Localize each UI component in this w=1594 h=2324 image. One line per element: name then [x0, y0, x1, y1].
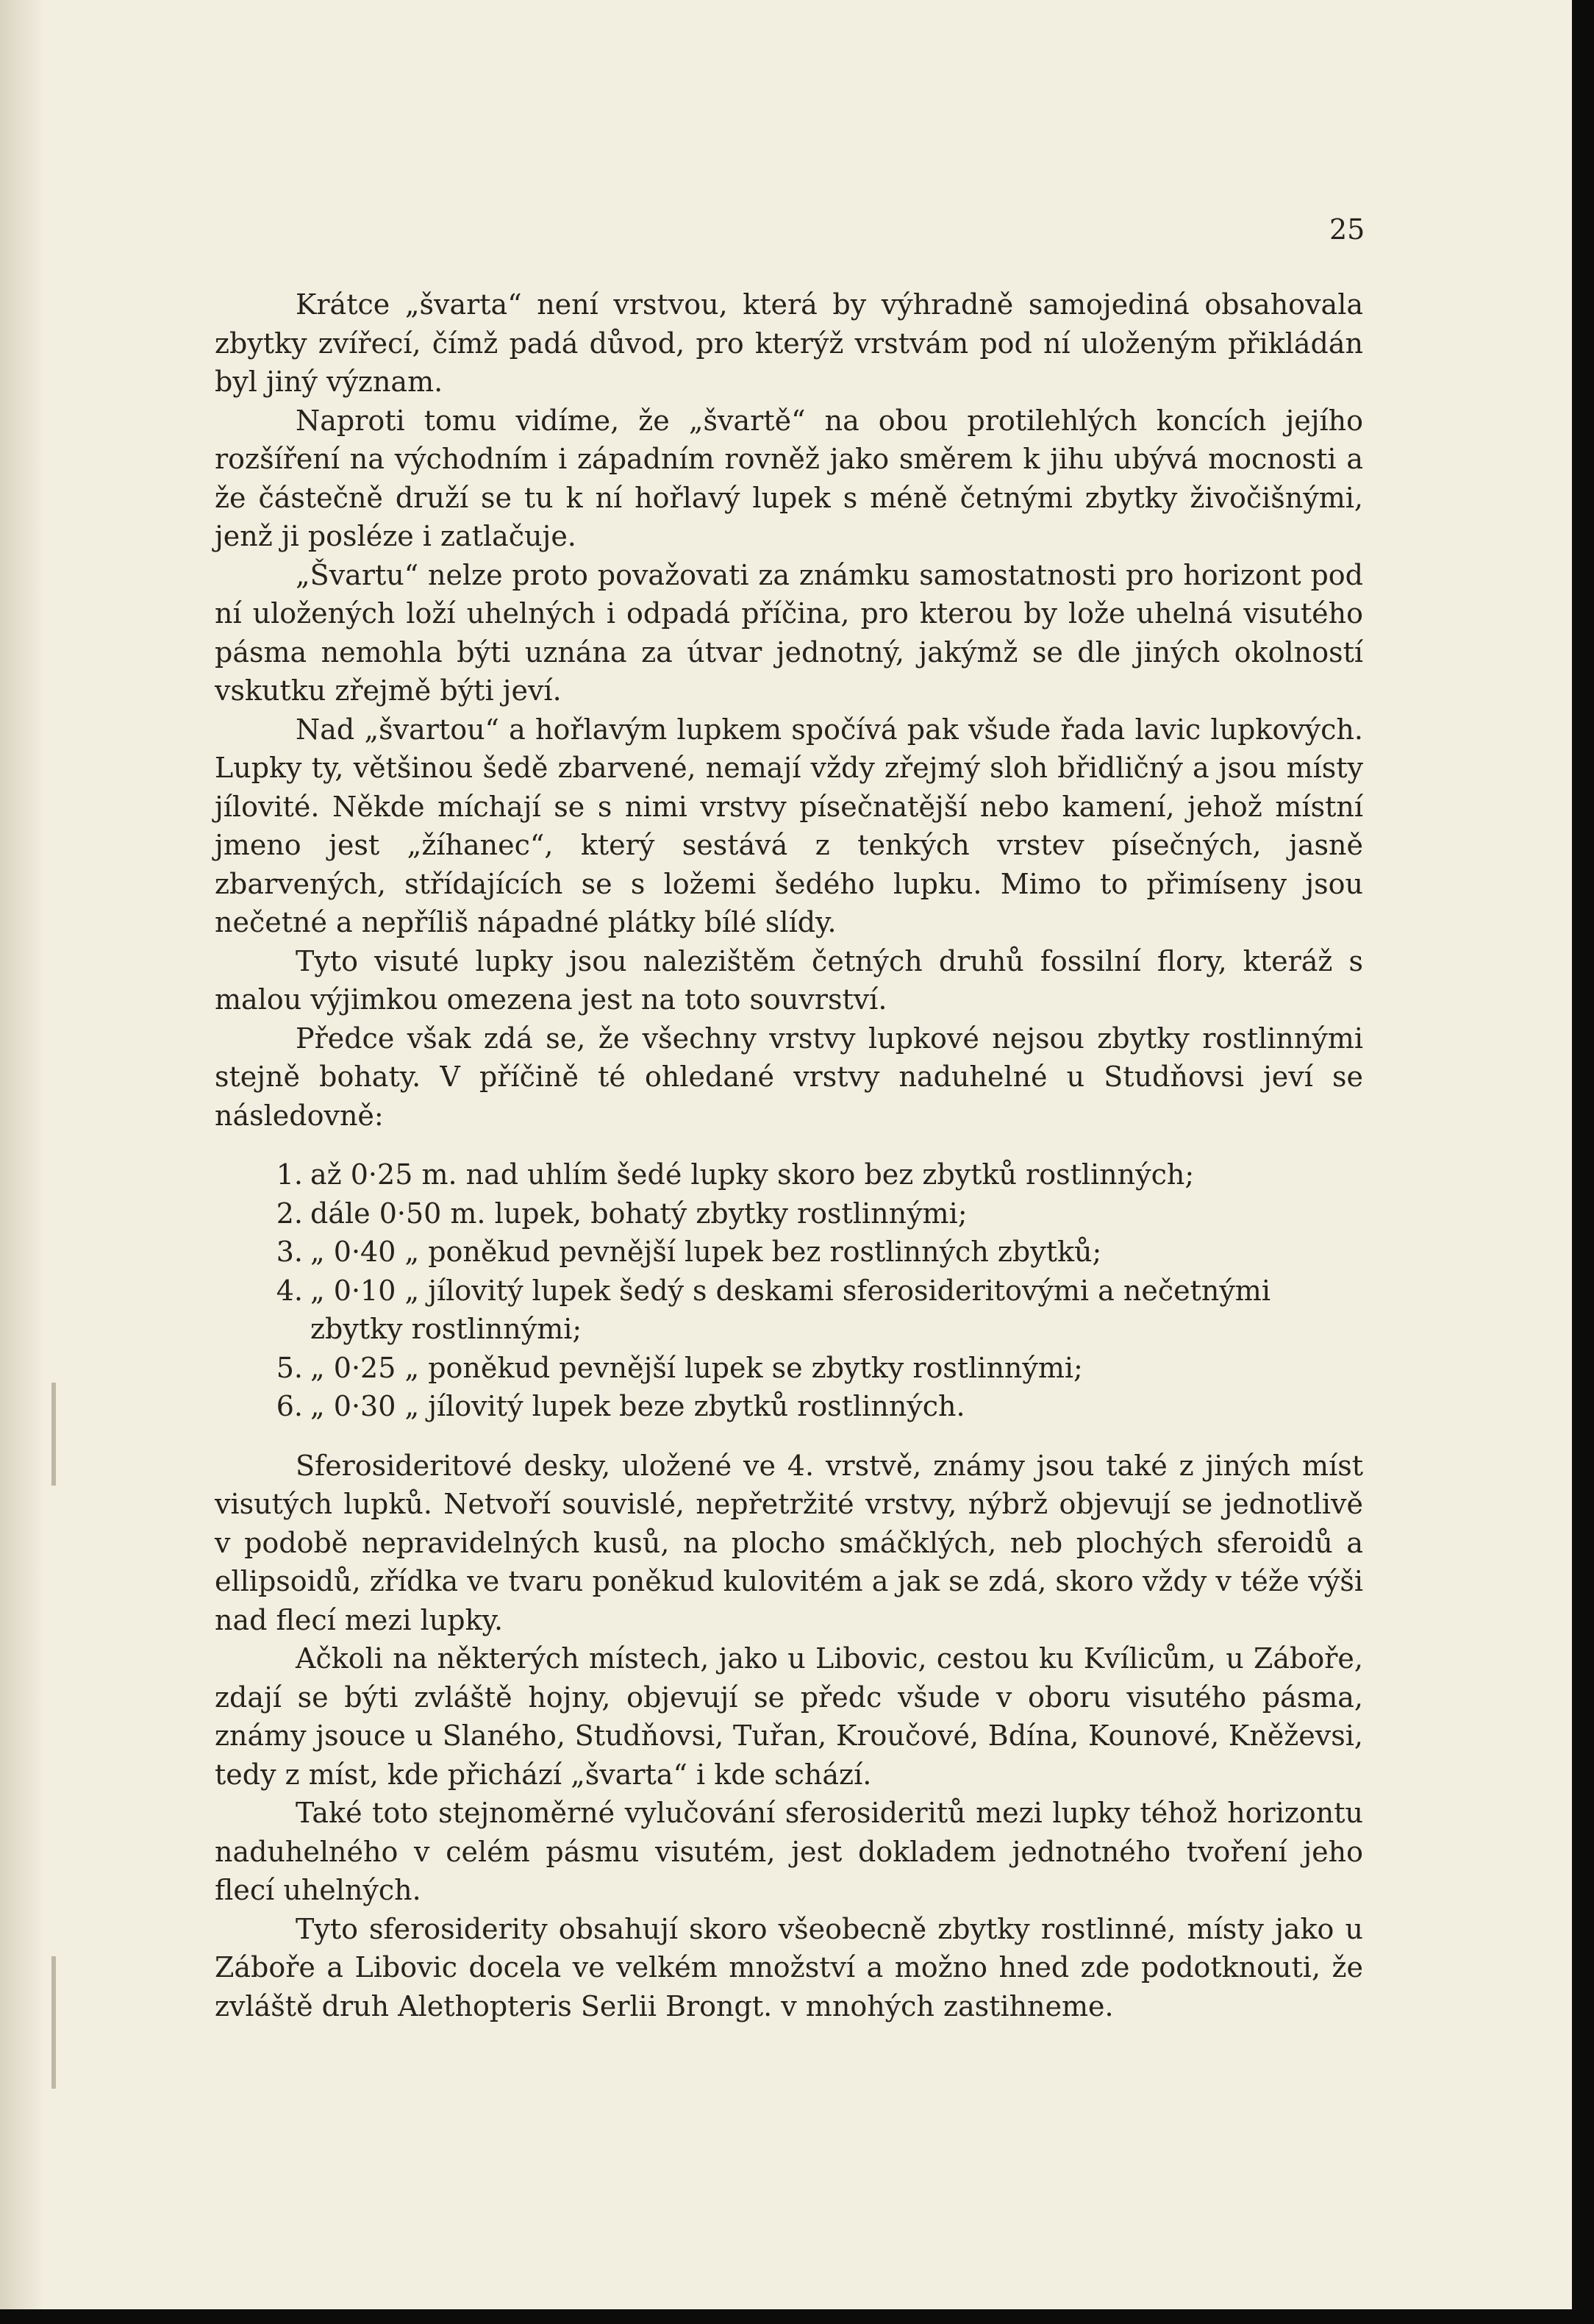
paper-mark [51, 1956, 56, 2089]
layer-description: až 0·25 m. nad uhlím šedé lupky skoro bez zbytků rostlinných; [310, 1158, 1195, 1191]
layer-item [215, 1349, 1363, 1388]
layer-list [215, 1155, 1363, 1426]
layer-item [215, 1387, 1363, 1426]
layer-number: 6. [276, 1390, 303, 1422]
layer-number: 4. [276, 1274, 303, 1307]
layer-number: 2. [276, 1197, 303, 1230]
paragraph: Krátce „švarta“ není vrstvou, která by výhradně samojediná obsahovala zbytky zvířecí, čímž padá důvod, pro kterýž vrstvám pod ní uloženým přikládán byl jiný význam. [215, 288, 1363, 398]
layer-description: „ 0·10 „ jílovitý lupek šedý s deskami sferosideritovými a nečetnými zbytky rostlinnými; [310, 1274, 1270, 1345]
layer-description: „ 0·30 „ jílovitý lupek beze zbytků rostlinných. [310, 1390, 965, 1422]
layer-description: „ 0·40 „ poněkud pevnější lupek bez rostlinných zbytků; [310, 1236, 1102, 1268]
layer-description: „ 0·25 „ poněkud pevnější lupek se zbytky rostlinnými; [310, 1351, 1083, 1384]
layer-item [215, 1272, 1363, 1349]
layer-number: 5. [276, 1351, 303, 1384]
layer-number: 1. [276, 1158, 303, 1191]
paragraph: Sferosideritové desky, uložené ve 4. vrstvě, známy jsou také z jiných míst visutých lupků. Netvoří souvislé, nepřetržité vrstvy, nýbrž objevují se jednotlivě v podobě nepravidelných kusů, na plocho smáčklých, neb plochých sferoidů a ellipsoidů, zřídka ve tvaru poněkud kulovitém a jak se zdá, skoro vždy v téže výši nad flecí mezi lupky. [215, 1449, 1363, 1636]
layer-number: 3. [276, 1236, 303, 1268]
paragraph: Tyto visuté lupky jsou nalezištěm četných druhů fossilní flory, kteráž s malou výjimkou omezena jest na toto souvrství. [215, 944, 1363, 1016]
paragraph: „Švartu“ nelze proto považovati za známku samostatnosti pro horizont pod ní uložených loží uhelných i odpadá příčina, pro kterou by lože uhelná visutého pásma nemohla býti uznána za útvar jednotný, jakýmž se dle jiných okolností vskutku zřejmě býti jeví. [215, 558, 1363, 707]
paragraph: Nad „švartou“ a hořlavým lupkem spočívá pak všude řada lavic lupkových. Lupky ty, většinou šedě zbarvené, nemají vždy zřejmý sloh břidličný a jsou místy jílovité. Někde míchají se s nimi vrstvy písečnatější nebo kamení, jehož místní jmeno jest „žíhanec“, který sestává z tenkých vrstev písečných, jasně zbarvených, střídajících se s ložemi šedého lupku. Mimo to přimíseny jsou nečetné a nepříliš nápadné plátky bílé slídy. [215, 713, 1363, 938]
page-number: 25 [1329, 213, 1365, 246]
paragraph: Tyto sferosiderity obsahují skoro všeobecně zbytky rostlinné, místy jako u Záboře a Libovic docela ve velkém množství a možno hned zde podotknouti, že zvláště druh Alethopteris Serlii Brongt. v mnohých zastihneme. [215, 1912, 1363, 2022]
paper-mark [51, 1383, 56, 1486]
paragraph: Předce však zdá se, že všechny vrstvy lupkové nejsou zbytky rostlinnými stejně bohaty. V příčině té ohledané vrstvy naduhelné u Studňovsi jeví se následovně: [215, 1022, 1363, 1132]
page-body [215, 285, 1363, 2025]
layer-item [215, 1155, 1363, 1194]
paragraph: Ačkoli na některých místech, jako u Libovic, cestou ku Kvílicům, u Záboře, zdají se býti zvláště hojny, objevují se předc všude v oboru visutého pásma, známy jsouce u Slaného, Studňovsi, Tuřan, Kroučové, Bdína, Kounové, Kněževsi, tedy z míst, kde přichází „švarta“ i kde schází. [215, 1642, 1363, 1791]
paragraph: Také toto stejnoměrné vylučování sferosideritů mezi lupky téhož horizontu naduhelného v celém pásmu visutém, jest dokladem jednotného tvoření jeho flecí uhelných. [215, 1797, 1363, 1906]
layer-description: dále 0·50 m. lupek, bohatý zbytky rostlinnými; [310, 1197, 968, 1230]
layer-item [215, 1233, 1363, 1272]
layer-item [215, 1194, 1363, 1233]
page-gutter-shadow [0, 0, 44, 2309]
paragraph: Naproti tomu vidíme, že „švartě“ na obou protilehlých koncích jejího rozšíření na východním i západním rovněž jako směrem k jihu ubývá mocnosti a že částečně druží se tu k ní hořlavý lupek s méně četnými zbytky živočišnými, jenž ji posléze i zatlačuje. [215, 404, 1363, 552]
